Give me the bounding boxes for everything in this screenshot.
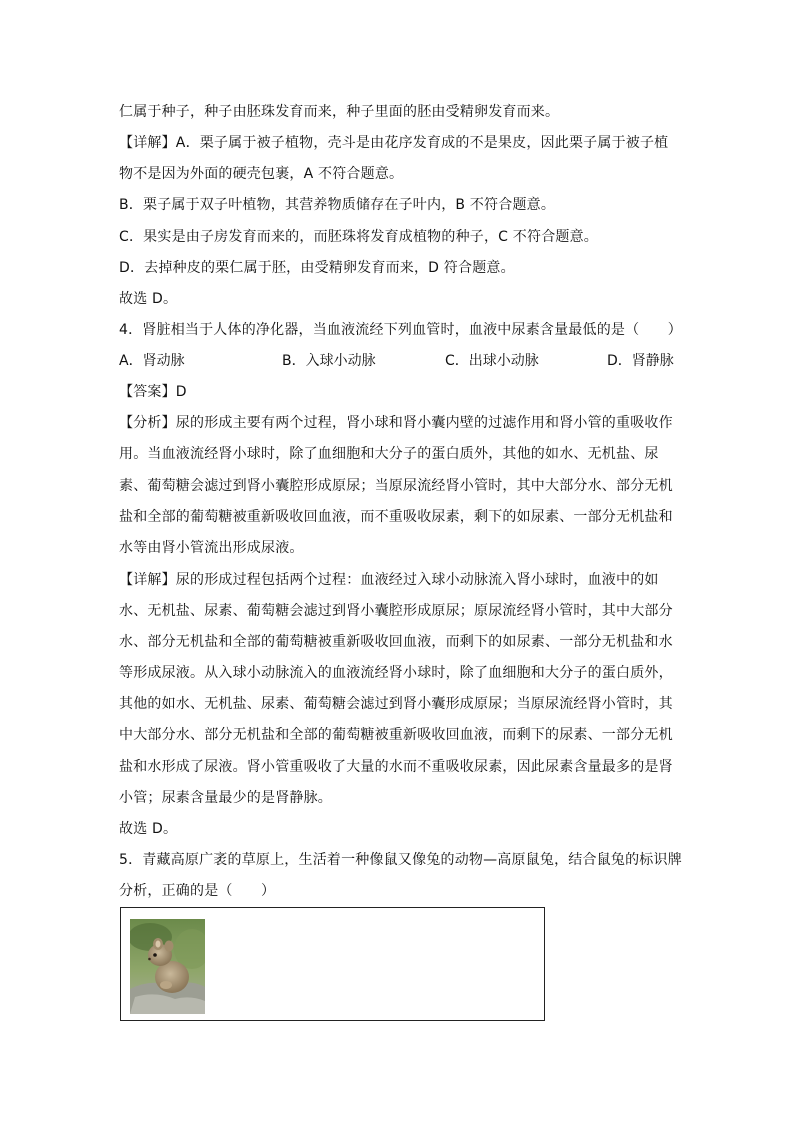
text-line: B．栗子属于双子叶植物，其营养物质储存在子叶内，B 不符合题意。 (119, 197, 556, 213)
text-line: D．去掉种皮的栗仁属于胚，由受精卵发育而来，D 符合题意。 (119, 260, 515, 276)
question-5: 5．青藏高原广袤的草原上，生活着一种像鼠又像兔的动物—高原鼠兔，结合鼠兔的标识牌 (119, 852, 682, 868)
option-c: C．出球小动脉 (445, 353, 539, 369)
analysis-line: 用。当血液流经肾小球时，除了血细胞和大分子的蛋白质外，其他的如水、无机盐、尿 (119, 446, 659, 462)
analysis-line: 盐和全部的葡萄糖被重新吸收回血液，而不重吸收尿素，剩下的如尿素、一部分无机盐和 (119, 509, 673, 525)
option-d: D．肾静脉 (607, 353, 674, 369)
text-line: 【详解】A．栗子属于被子植物，壳斗是由花序发育成的不是果皮，因此栗子属于被子植 (119, 135, 669, 151)
analysis-line: 【分析】尿的形成主要有两个过程，肾小球和肾小囊内壁的过滤作用和肾小管的重吸收作 (119, 415, 673, 431)
option-b: B．入球小动脉 (282, 353, 376, 369)
detail-line: 水、部分无机盐和全部的葡萄糖被重新吸收回血液，而剩下的如尿素、一部分无机盐和水 (119, 634, 673, 650)
detail-line: 小管；尿素含量最少的是肾静脉。 (119, 790, 332, 806)
text-line: 仁属于种子，种子由胚珠发育而来，种子里面的胚由受精卵发育而来。 (119, 104, 560, 120)
pika-photo-icon (130, 919, 205, 1014)
analysis-line: 水等由肾小管流出形成尿液。 (119, 540, 304, 556)
detail-line: 等形成尿液。从入球小动脉流入的血液流经肾小球时，除了血细胞和大分子的蛋白质外， (119, 665, 673, 681)
option-a: A．肾动脉 (119, 353, 185, 369)
text-line: 物不是因为外面的硬壳包裹，A 不符合题意。 (119, 166, 404, 182)
detail-line: 中大部分水、部分无机盐和全部的葡萄糖被重新吸收回血液，而剩下的尿素、一部分无机 (119, 727, 673, 743)
detail-line: 水、无机盐、尿素、葡萄糖会滤过到肾小囊腔形成原尿；原尿流经肾小管时，其中大部分 (119, 603, 673, 619)
text-line: C．果实是由子房发育而来的，而胚珠将发育成植物的种子，C 不符合题意。 (119, 229, 598, 245)
pika-sign-figure (120, 907, 545, 1021)
detail-line: 故选 D。 (119, 821, 178, 837)
analysis-line: 素、葡萄糖会滤过到肾小囊腔形成原尿；当原尿流经肾小管时，其中大部分水、部分无机 (119, 478, 673, 494)
answer-line: 【答案】D (119, 384, 187, 400)
detail-line: 【详解】尿的形成过程包括两个过程：血液经过入球小动脉流入肾小球时，血液中的如 (119, 572, 659, 588)
text-line: 故选 D。 (119, 291, 178, 307)
question-4-options (119, 351, 679, 371)
detail-line: 盐和水形成了尿液。肾小管重吸收了大量的水而不重吸收尿素，因此尿素含量最多的是肾 (119, 759, 673, 775)
detail-line: 其他的如水、无机盐、尿素、葡萄糖会滤过到肾小囊形成原尿；当原尿流经肾小管时，其 (119, 696, 673, 712)
question-4: 4．肾脏相当于人体的净化器，当血液流经下列血管时，血液中尿素含量最低的是（ ） (119, 322, 682, 338)
question-5: 分析，正确的是（ ） (119, 883, 276, 899)
